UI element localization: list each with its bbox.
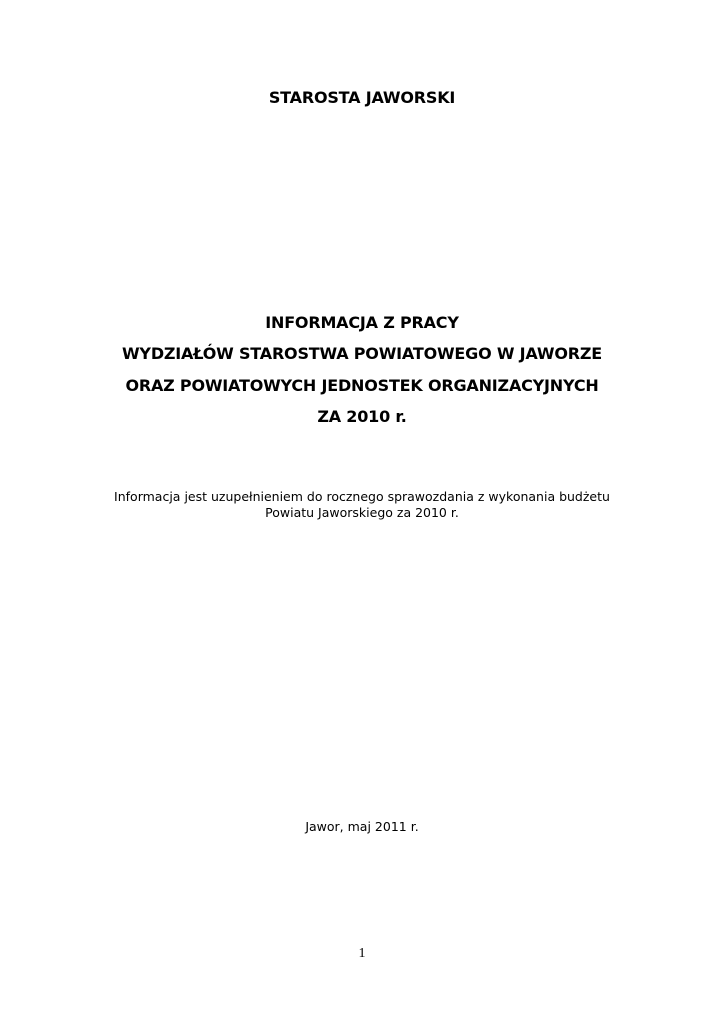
author-heading: STAROSTA JAWORSKI <box>268 88 456 107</box>
title-line-3: ORAZ POWIATOWYCH JEDNOSTEK ORGANIZACYJNYCH <box>125 376 599 395</box>
title-line-2: WYDZIAŁÓW STAROSTWA POWIATOWEGO W JAWORZE <box>121 344 602 363</box>
note-line-2: Powiatu Jaworskiego za 2010 r. <box>265 505 459 520</box>
place-date: Jawor, maj 2011 r. <box>305 819 419 834</box>
title-line-4: ZA 2010 r. <box>317 407 407 426</box>
title-line-1: INFORMACJA Z PRACY <box>265 313 459 332</box>
page-number: 1 <box>358 946 366 961</box>
note-line-1: Informacja jest uzupełnieniem do rocznego sprawozdania z wykonania budżetu <box>114 489 610 504</box>
